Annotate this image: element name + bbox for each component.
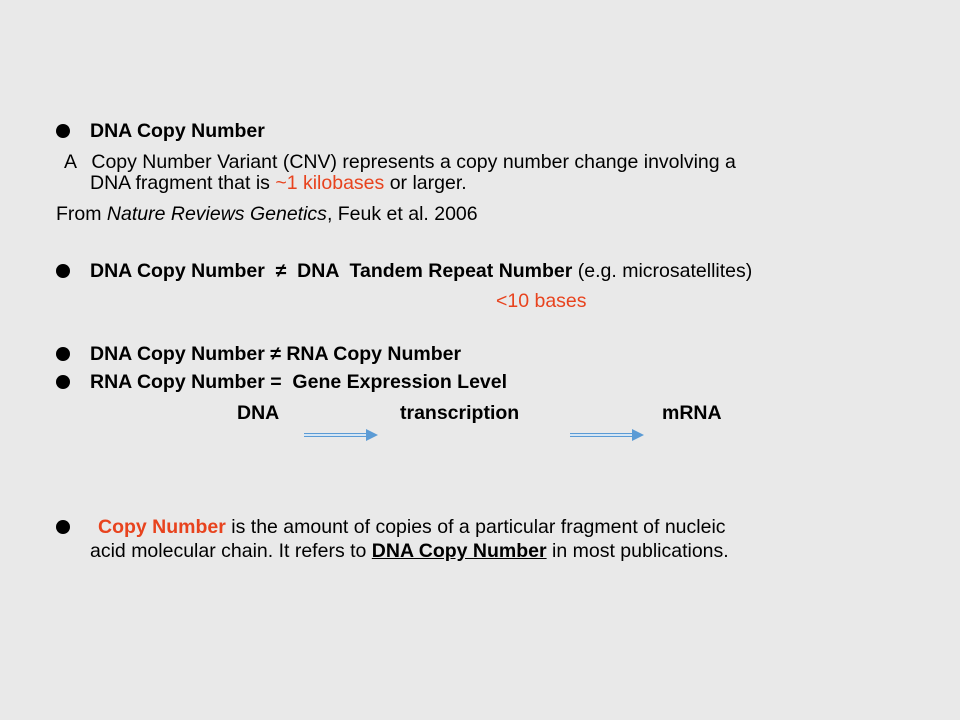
bullet-2 bbox=[56, 264, 70, 278]
dna-rna-line: DNA Copy Number ≠ RNA Copy Number bbox=[90, 343, 462, 365]
flow-dna-label: DNA bbox=[237, 402, 280, 424]
bullet-1 bbox=[56, 124, 70, 138]
definition-article: A bbox=[64, 151, 76, 173]
bullet-5 bbox=[56, 520, 70, 534]
definition-text-3: or larger. bbox=[384, 172, 467, 194]
copy-number-definition-line-1 bbox=[90, 516, 726, 538]
bullet-4 bbox=[56, 375, 70, 389]
heading-dna-copy-number: DNA Copy Number bbox=[90, 120, 265, 142]
rna-expression-line: RNA Copy Number = Gene Expression Level bbox=[90, 371, 508, 393]
copy-number-text-2: acid molecular chain. It refers to bbox=[90, 540, 372, 562]
copy-number-highlight: Copy Number bbox=[98, 516, 226, 538]
copy-number-text-1: is the amount of copies of a particular fragment of nucleic bbox=[225, 516, 726, 538]
bullet-3 bbox=[56, 347, 70, 361]
definition-text-2: DNA fragment that is bbox=[90, 172, 276, 194]
flow-transcription-label: transcription bbox=[400, 402, 520, 424]
tandem-repeat-line bbox=[90, 260, 752, 282]
kilobase-highlight: ~1 kilobases bbox=[275, 172, 385, 194]
arrow-right-icon bbox=[566, 428, 646, 442]
dna-copy-number-underlined: DNA Copy Number bbox=[371, 540, 547, 562]
source-authors: , Feuk et al. 2006 bbox=[326, 203, 478, 225]
copy-number-text-3: in most publications. bbox=[546, 540, 729, 562]
source-citation bbox=[56, 203, 478, 225]
source-journal: Nature Reviews Genetics bbox=[106, 203, 327, 225]
flow-mrna-label: mRNA bbox=[662, 402, 722, 424]
cnv-definition-line-2 bbox=[90, 172, 467, 194]
cnv-definition-line-1 bbox=[64, 151, 736, 173]
copy-number-definition-line-2 bbox=[90, 540, 729, 562]
definition-text: Copy Number Variant (CNV) represents a copy number change involving a bbox=[91, 151, 736, 173]
source-prefix: From bbox=[56, 203, 107, 225]
tandem-repeat-bold: DNA Copy Number ≠ DNA Tandem Repeat Number bbox=[90, 260, 573, 282]
arrow-right-icon bbox=[300, 428, 380, 442]
bases-note: <10 bases bbox=[496, 290, 587, 312]
tandem-repeat-example: (e.g. microsatellites) bbox=[572, 260, 753, 282]
